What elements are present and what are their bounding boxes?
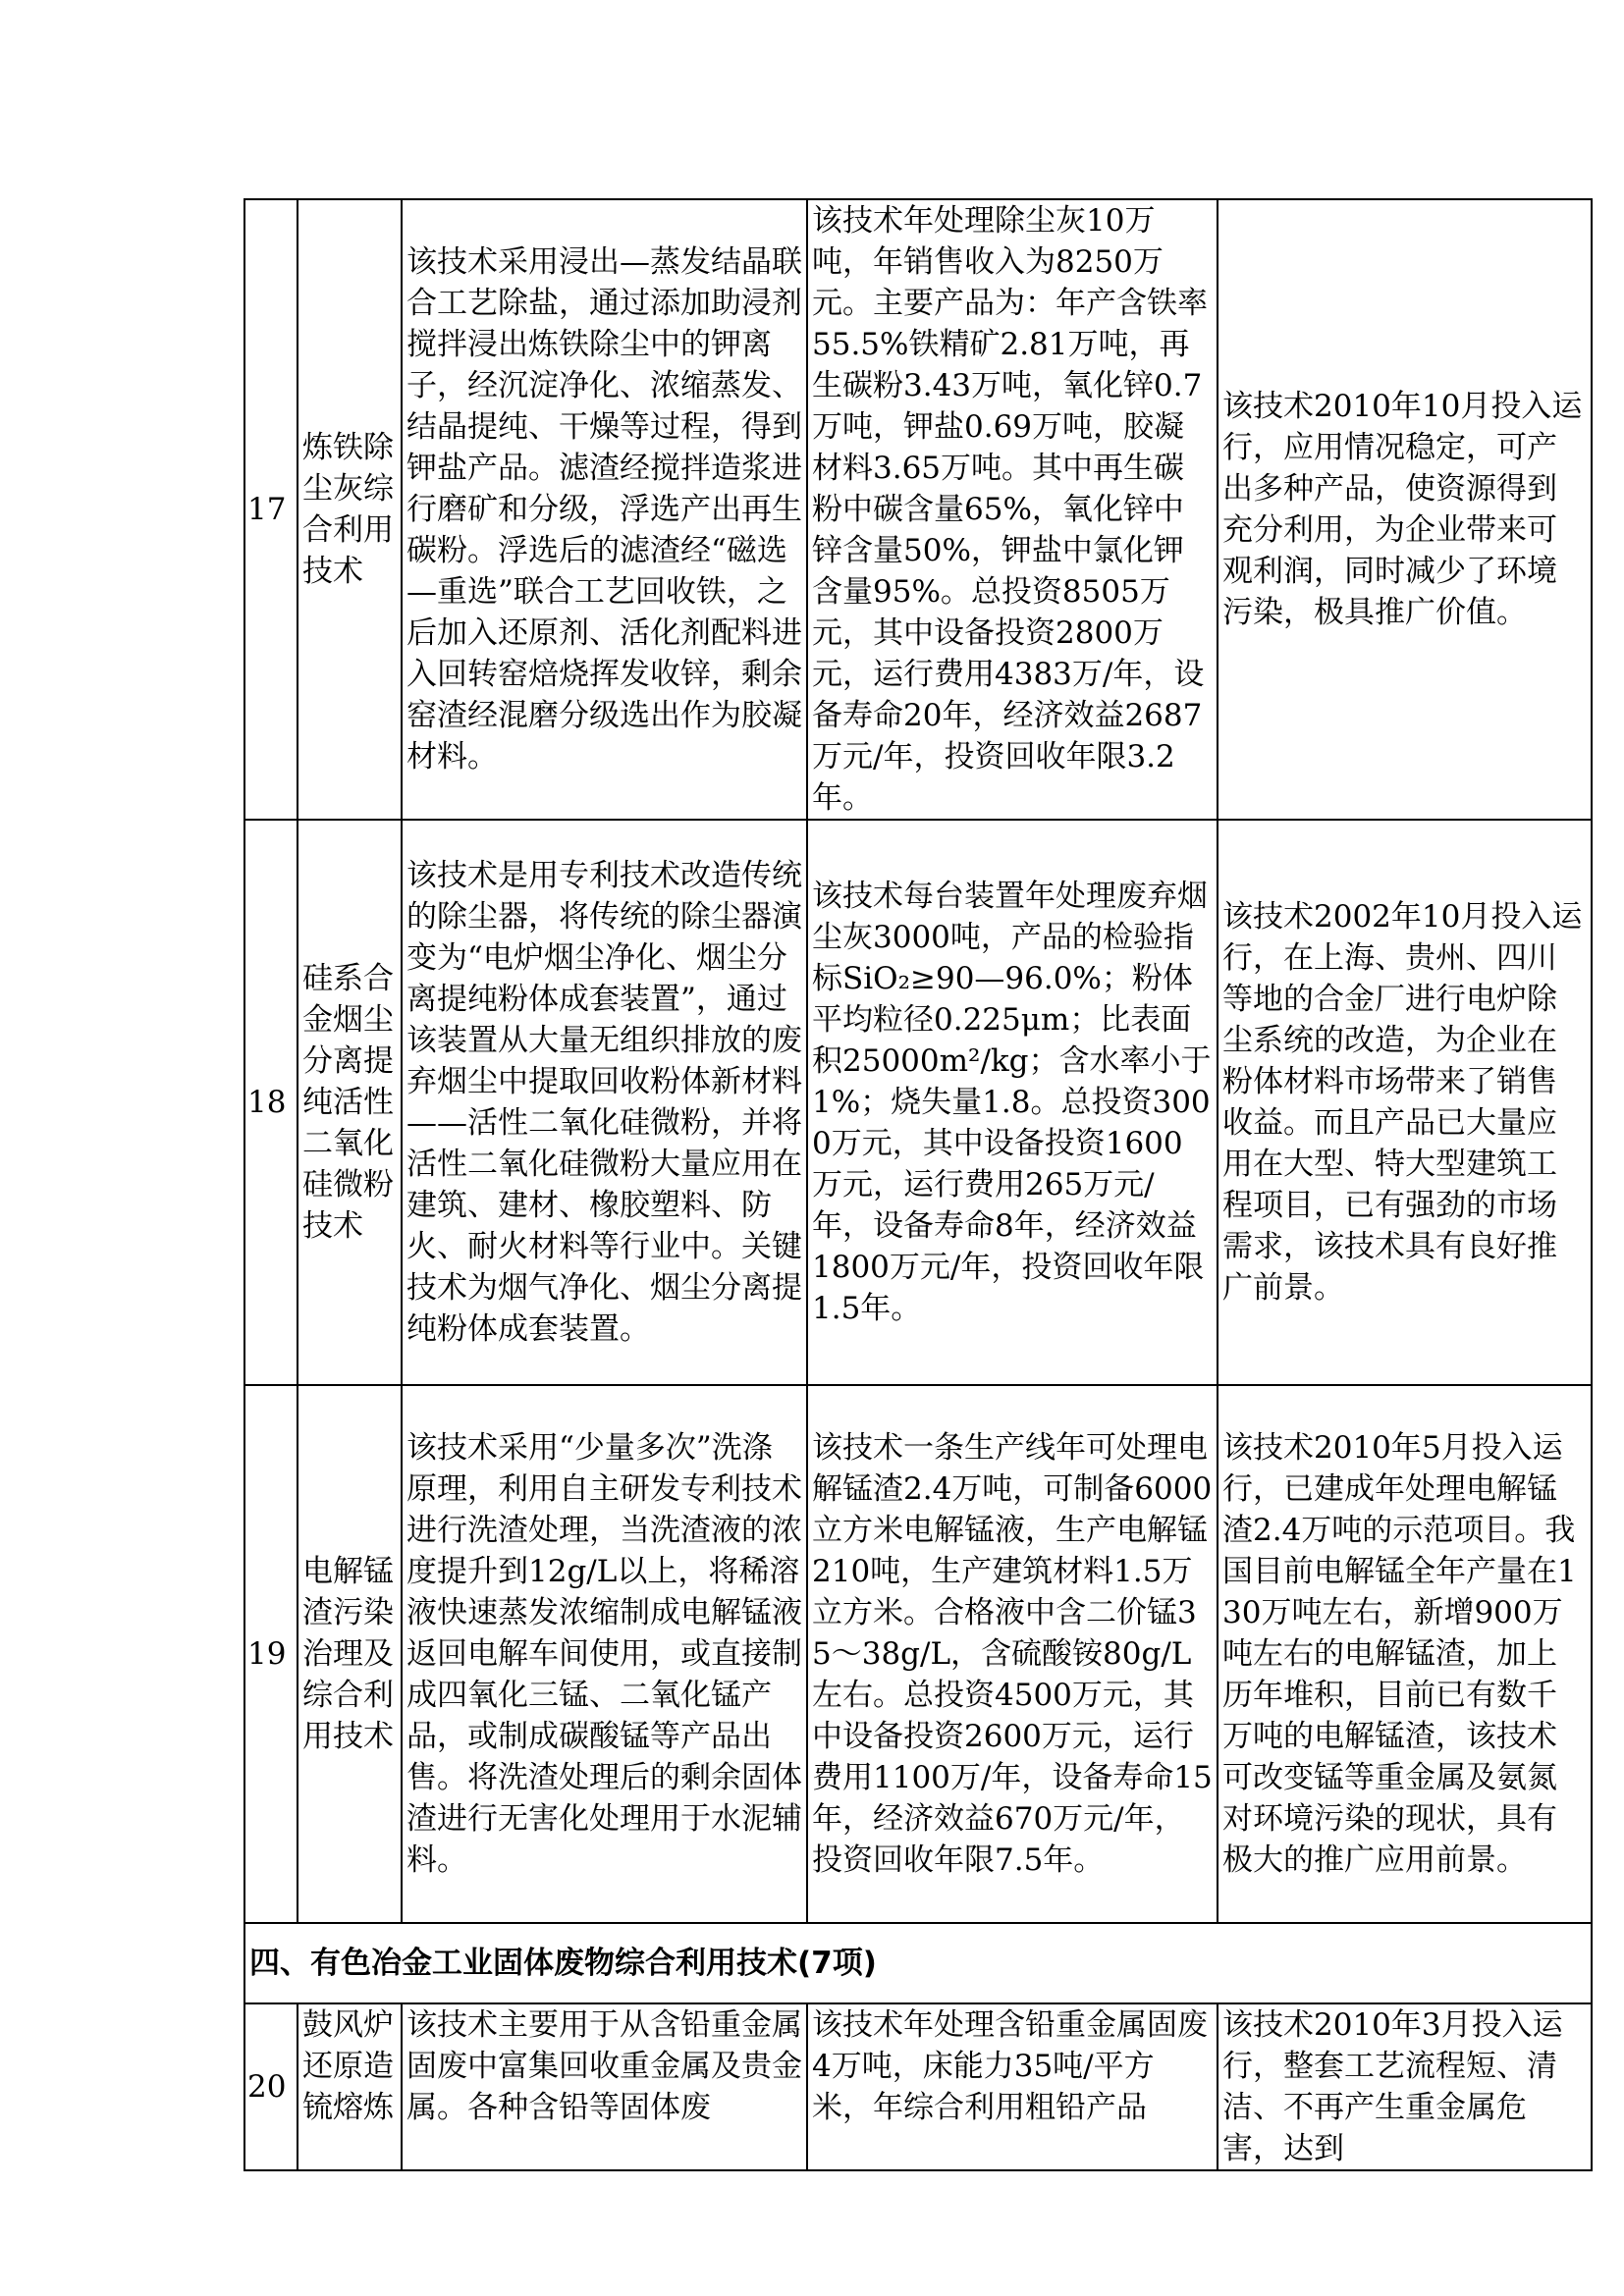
technology-benefit: 该技术每台装置年处理废弃烟尘灰3000吨，产品的检验指标SiO₂≥90—96.0%；粉体平均粒径0.225μm；比表面积25000m²/kg；含水率小于1%；烧失量1.8。总投资3000万元，其中设备投资1600万元，运行费用265万元/年，设备寿命8年，经济效益1800万元/年，投资回收年限1.5年。 [807,820,1218,1385]
technology-content: 该技术采用浸出—蒸发结晶联合工艺除盐，通过添加助浸剂搅拌浸出炼铁除尘中的钾离子，经沉淀净化、浓缩蒸发、结晶提纯、干燥等过程，得到钾盐产品。滤渣经搅拌造浆进行磨矿和分级，浮选产出再生碳粉。浮选后的滤渣经“磁选—重选”联合工艺回收铁，之后加入还原剂、活化剂配料进入回转窑焙烧挥发收锌，剩余窑渣经混磨分级选出作为胶凝材料。 [402,199,807,820]
table-row [244,820,1592,1385]
table-row [244,2003,1592,2170]
technology-benefit: 该技术年处理除尘灰10万吨，年销售收入为8250万元。主要产品为：年产含铁率55.5%铁精矿2.81万吨，再生碳粉3.43万吨，氧化锌0.7万吨，钾盐0.69万吨，胶凝材料3.65万吨。其中再生碳粉中碳含量65%，氧化锌中锌含量50%，钾盐中氯化钾含量95%。总投资8505万元，其中设备投资2800万元，运行费用4383万/年，设备寿命20年，经济效益2687万元/年，投资回收年限3.2年。 [807,199,1218,820]
row-number: 17 [244,199,298,820]
technology-content: 该技术采用“少量多次”洗涤原理，利用自主研发专利技术进行洗渣处理，当洗渣液的浓度提升到12g/L以上，将稀溶液快速蒸发浓缩制成电解锰液返回电解车间使用，或直接制成四氧化三锰、二氧化锰产品，或制成碳酸锰等产品出售。将洗渣处理后的剩余固体渣进行无害化处理用于水泥辅料。 [402,1385,807,1923]
row-number: 20 [244,2003,298,2170]
row-number: 18 [244,820,298,1385]
technology-name: 硅系合金烟尘分离提纯活性二氧化硅微粉技术 [298,820,402,1385]
technology-application: 该技术2010年10月投入运行，应用情况稳定，可产出多种产品，使资源得到充分利用，为企业带来可观利润，同时减少了环境污染，极具推广价值。 [1218,199,1592,820]
technology-application: 该技术2010年5月投入运行，已建成年处理电解锰渣2.4万吨的示范项目。我国目前电解锰全年产量在130万吨左右，新增900万吨左右的电解锰渣，加上历年堆积，目前已有数千万吨的电解锰渣，该技术可改变锰等重金属及氨氮对环境污染的现状，具有极大的推广应用前景。 [1218,1385,1592,1923]
technology-content: 该技术是用专利技术改造传统的除尘器，将传统的除尘器演变为“电炉烟尘净化、烟尘分离提纯粉体成套装置”，通过该装置从大量无组织排放的废弃烟尘中提取回收粉体新材料——活性二氧化硅微粉，并将活性二氧化硅微粉大量应用在建筑、建材、橡胶塑料、防火、耐火材料等行业中。关键技术为烟气净化、烟尘分离提纯粉体成套装置。 [402,820,807,1385]
technology-table [244,198,1593,2171]
technology-application: 该技术2010年3月投入运行，整套工艺流程短、清洁、不再产生重金属危害，达到 [1218,2003,1592,2170]
technology-application: 该技术2002年10月投入运行，在上海、贵州、四川等地的合金厂进行电炉除尘系统的改造，为企业在粉体材料市场带来了销售收益。而且产品已大量应用在大型、特大型建筑工程项目，已有强劲的市场需求，该技术具有良好推广前景。 [1218,820,1592,1385]
table-row [244,199,1592,820]
technology-name: 炼铁除尘灰综合利用技术 [298,199,402,820]
technology-benefit: 该技术年处理含铅重金属固废4万吨，床能力35吨/平方米，年综合利用粗铅产品 [807,2003,1218,2170]
technology-benefit: 该技术一条生产线年可处理电解锰渣2.4万吨，可制备6000立方米电解锰液，生产电解锰210吨，生产建筑材料1.5万立方米。合格液中含二价锰35～38g/L，含硫酸铵80g/L左右。总投资4500万元，其中设备投资2600万元，运行费用1100万/年，设备寿命15年，经济效益670万元/年，投资回收年限7.5年。 [807,1385,1218,1923]
technology-name: 电解锰渣污染治理及综合利用技术 [298,1385,402,1923]
table-row [244,1385,1592,1923]
section-heading: 四、有色冶金工业固体废物综合利用技术(7项) [244,1923,1592,2003]
row-number: 19 [244,1385,298,1923]
technology-name: 鼓风炉还原造锍熔炼 [298,2003,402,2170]
technology-content: 该技术主要用于从含铅重金属固废中富集回收重金属及贵金属。各种含铅等固体废 [402,2003,807,2170]
section-row [244,1923,1592,2003]
